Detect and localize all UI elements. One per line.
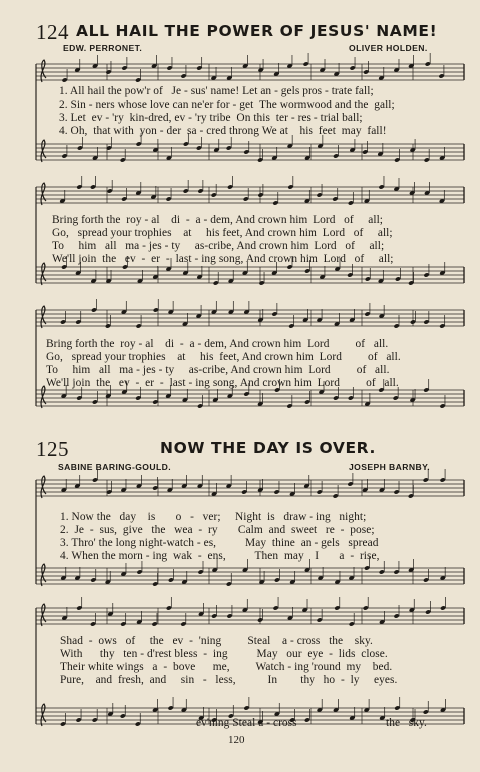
treble-staff bbox=[36, 299, 464, 329]
lyric-line: 3. Thro' the long night-watch - es, May thine an - gels spread bbox=[60, 537, 379, 549]
treble-staff bbox=[36, 176, 464, 206]
treble-staff bbox=[36, 597, 464, 627]
lyric-line: Their white wings a - bove me, Watch - ing 'round my bed. bbox=[60, 661, 393, 673]
lyric-line: We'll join the ev - er - last - ing song, And crown him Lord of all; bbox=[52, 253, 394, 265]
lyric-line: 4. Oh, that with yon - der sa - cred throng We at his feet may fall! bbox=[59, 125, 387, 137]
hymn-125-number: 125 bbox=[36, 437, 69, 461]
hymn-124-music-by: OLIVER HOLDEN. bbox=[349, 43, 428, 53]
lyric-line: To him all ma - jes - ty as-cribe, And crown him Lord of all. bbox=[46, 364, 390, 376]
lyric-line: 1. Now the day is o - ver; Night is draw - ing night; bbox=[60, 511, 367, 523]
hymn-124-number: 124 bbox=[36, 20, 69, 44]
lyric-line: 3. Let ev - 'ry kin-dred, ev - 'ry tribe On this ter - res - trial ball; bbox=[59, 112, 363, 124]
lyric-line: 2. Sin - ners whose love can ne'er for - get The wormwood and the gall; bbox=[59, 99, 395, 111]
refrain-lyric: ev'ning Steal a - cross bbox=[196, 717, 297, 729]
lyric-line: We'll join the ev - er - last - ing song, And crown him Lord of all. bbox=[46, 377, 399, 389]
treble-staff bbox=[36, 53, 464, 83]
hymn-125-music-by: JOSEPH BARNBY. bbox=[349, 462, 431, 472]
hymn-124-words-by: EDW. PERRONET. bbox=[63, 43, 143, 53]
lyric-line: 1. All hail the pow'r of Je - sus' name! Let an - gels pros - trate fall; bbox=[59, 85, 374, 97]
lyric-line: Shad - ows of the ev - 'ning Steal a - cross the sky. bbox=[60, 635, 373, 647]
bass-staff bbox=[36, 133, 464, 163]
lyric-line: 4. When the morn - ing wak - ens, Then may I a - rise, bbox=[60, 550, 380, 562]
lyric-line: 2. Je - sus, give the wea - ry Calm and sweet re - pose; bbox=[60, 524, 375, 536]
page-number: 120 bbox=[228, 734, 245, 746]
hymn-125-title: NOW THE DAY IS OVER. bbox=[160, 439, 376, 457]
lyric-line: Go, spread your trophies at his feet, And crown him Lord of all. bbox=[46, 351, 401, 363]
lyric-line: With thy ten - d'rest bless - ing May our eye - lids close. bbox=[60, 648, 388, 660]
treble-staff bbox=[36, 469, 464, 499]
lyric-line: Go, spread your trophies at his feet, And crown him Lord of all; bbox=[52, 227, 393, 239]
refrain-lyric-end: the sky. bbox=[386, 717, 427, 729]
lyric-line: Bring forth the roy - al di - a - dem, And crown him Lord of all. bbox=[46, 338, 389, 350]
hymn-125-words-by: SABINE BARING-GOULD. bbox=[58, 462, 172, 472]
lyric-line: Pure, and fresh, and sin - less, In thy ho - ly eyes. bbox=[60, 674, 398, 686]
lyric-line: To him all ma - jes - ty as-cribe, And crown him Lord of all; bbox=[52, 240, 385, 252]
lyric-line: Bring forth the roy - al di - a - dem, And crown him Lord of all; bbox=[52, 214, 383, 226]
hymn-124-title: ALL HAIL THE POWER OF JESUS' NAME! bbox=[76, 22, 438, 40]
